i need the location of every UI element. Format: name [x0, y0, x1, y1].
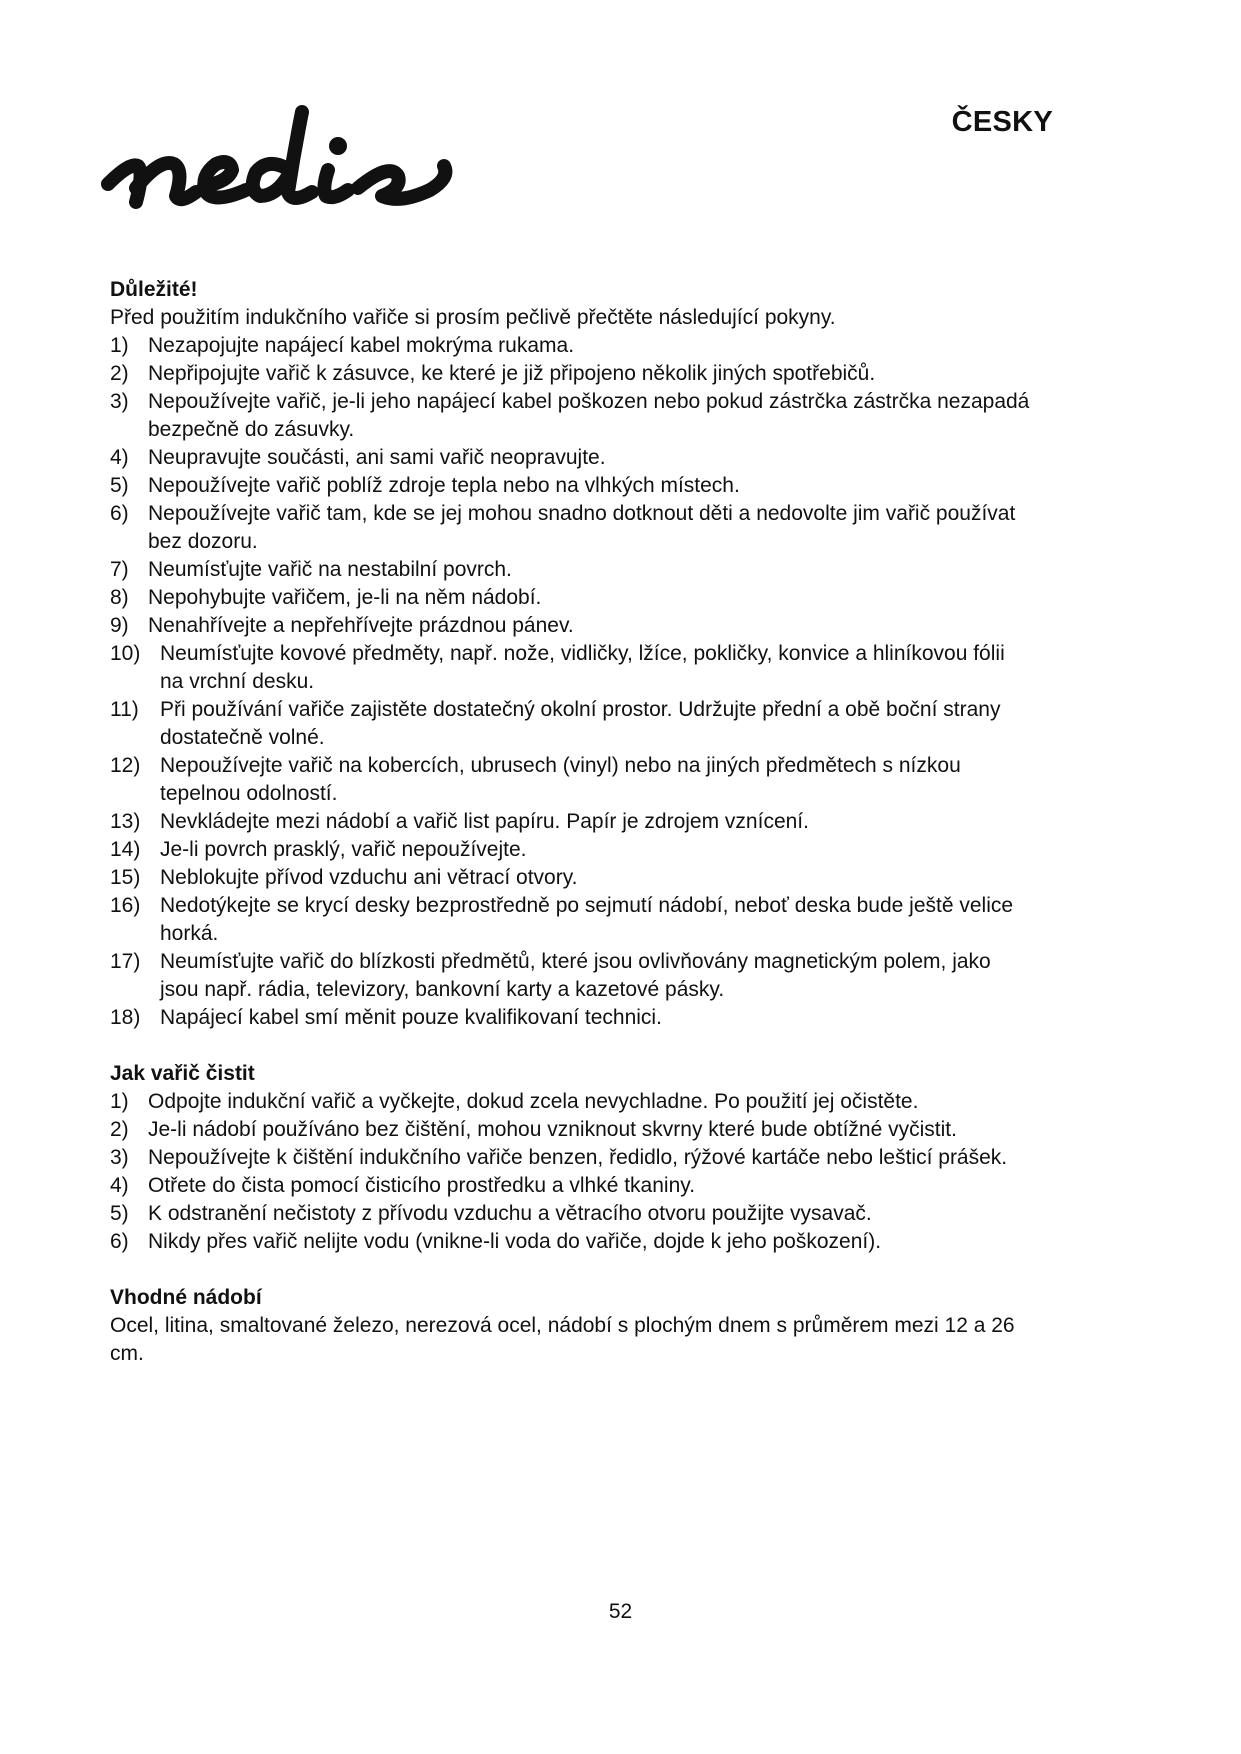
list-item — [110, 556, 1030, 584]
item-number: 15) — [110, 866, 141, 889]
section-spacer — [110, 1032, 1030, 1060]
item-text: Nepřipojujte vařič k zásuvce, ke které je již připojeno několik jiných spotřebičů. — [148, 362, 876, 385]
language-label: ČESKY — [951, 106, 1053, 138]
item-number: 4) — [110, 1174, 129, 1197]
item-text: Je-li povrch prasklý, vařič nepoužívejte. — [160, 838, 527, 861]
item-text: Neupravujte součásti, ani sami vařič neopravujte. — [148, 446, 606, 469]
cleaning-list — [110, 1088, 1030, 1256]
important-intro: Před použitím indukčního vařiče si prosím pečlivě přečtěte následující pokyny. — [110, 306, 836, 329]
item-text: Nepoužívejte vařič poblíž zdroje tepla nebo na vlhkých místech. — [148, 474, 740, 497]
item-number: 9) — [110, 614, 129, 637]
page-number: 52 — [608, 1600, 633, 1623]
item-number: 2) — [110, 362, 129, 385]
item-text: Při používání vařiče zajistěte dostatečný okolní prostor. Udržujte přední a obě boční strany dostatečně volné. — [160, 698, 1001, 749]
item-number: 17) — [110, 950, 141, 973]
item-text: Nepoužívejte vařič, je-li jeho napájecí kabel poškozen nebo pokud zástrčka zástrčka nezapadá bezpečně do zásuvky. — [148, 390, 1030, 441]
item-text: Napájecí kabel smí měnit pouze kvalifikovaní technici. — [160, 1006, 662, 1029]
nedis-logo — [100, 92, 480, 232]
list-item — [110, 388, 1030, 444]
list-item — [110, 752, 1030, 808]
list-item — [110, 892, 1030, 948]
item-text: Nikdy přes vařič nelijte vodu (vnikne-li voda do vařiče, dojde k jeho poškození). — [148, 1230, 882, 1253]
item-text: Neumísťujte vařič do blízkosti předmětů, které jsou ovlivňovány magnetickým polem, jako jsou např. rádia, televizory, bankovní karty a kazetové pásky. — [160, 950, 991, 1001]
item-text: Je-li nádobí používáno bez čištění, mohou vzniknout skvrny které bude obtížné vyčistit. — [148, 1118, 957, 1141]
item-number: 10) — [110, 642, 141, 665]
item-number: 5) — [110, 1202, 129, 1225]
item-number: 2) — [110, 1118, 129, 1141]
logo-dot — [329, 137, 347, 155]
item-text: Odpojte indukční vařič a vyčkejte, dokud zcela nevychladne. Po použití jej očistěte. — [148, 1090, 919, 1113]
item-number: 4) — [110, 446, 129, 469]
item-text: Nepoužívejte vařič tam, kde se jej mohou snadno dotknout děti a nedovolte jim vařič používat bez dozoru. — [148, 502, 1016, 553]
item-text: Nenahřívejte a nepřehřívejte prázdnou pánev. — [148, 614, 574, 637]
list-item — [110, 948, 1030, 1004]
list-item — [110, 332, 1030, 360]
list-item — [110, 836, 1030, 864]
item-text: Nevkládejte mezi nádobí a vařič list papíru. Papír je zdrojem vznícení. — [160, 810, 809, 833]
item-number: 8) — [110, 586, 129, 609]
list-item — [110, 808, 1030, 836]
item-text: Nepohybujte vařičem, je-li na něm nádobí. — [148, 586, 542, 609]
item-text: Neblokujte přívod vzduchu ani větrací otvory. — [160, 866, 578, 889]
list-item — [110, 360, 1030, 388]
list-item — [110, 444, 1030, 472]
list-item — [110, 472, 1030, 500]
list-item — [110, 1228, 1030, 1256]
item-number: 6) — [110, 502, 129, 525]
important-title: Důležité! — [110, 278, 198, 301]
document-body — [110, 276, 1030, 1368]
list-item — [110, 696, 1030, 752]
list-item — [110, 612, 1030, 640]
list-item — [110, 1004, 1030, 1032]
list-item — [110, 1088, 1030, 1116]
cleaning-title: Jak vařič čistit — [110, 1062, 255, 1085]
item-number: 13) — [110, 810, 141, 833]
item-text: K odstranění nečistoty z přívodu vzduchu a větracího otvoru použijte vysavač. — [148, 1202, 872, 1225]
item-number: 14) — [110, 838, 141, 861]
item-number: 3) — [110, 390, 129, 413]
list-item — [110, 584, 1030, 612]
item-number: 1) — [110, 334, 129, 357]
item-number: 1) — [110, 1090, 129, 1113]
section-spacer — [110, 1256, 1030, 1284]
item-text: Nepoužívejte vařič na kobercích, ubrusech (vinyl) nebo na jiných předmětech s nízkou tepelnou odolností. — [160, 754, 961, 805]
list-item — [110, 1172, 1030, 1200]
item-text: Nezapojujte napájecí kabel mokrýma rukama. — [148, 334, 575, 357]
item-text: Neumísťujte vařič na nestabilní povrch. — [148, 558, 512, 581]
cookware-text: Ocel, litina, smaltované železo, nerezová ocel, nádobí s plochým dnem s průměrem mezi 12 a 26 cm. — [110, 1314, 1015, 1365]
item-text: Nepoužívejte k čištění indukčního vařiče benzen, ředidlo, rýžové kartáče nebo lešticí prášek. — [148, 1146, 1008, 1169]
list-item — [110, 1200, 1030, 1228]
item-number: 7) — [110, 558, 129, 581]
important-list — [110, 332, 1030, 1032]
nedis-logo-mark — [100, 92, 480, 232]
list-item — [110, 864, 1030, 892]
item-number: 12) — [110, 754, 141, 777]
list-item — [110, 1144, 1030, 1172]
item-number: 5) — [110, 474, 129, 497]
item-number: 16) — [110, 894, 141, 917]
item-number: 11) — [110, 698, 139, 721]
item-number: 6) — [110, 1230, 129, 1253]
list-item — [110, 500, 1030, 556]
item-text: Otřete do čista pomocí čisticího prostředku a vlhké tkaniny. — [148, 1174, 696, 1197]
list-item — [110, 1116, 1030, 1144]
item-number: 3) — [110, 1146, 129, 1169]
list-item — [110, 640, 1030, 696]
cookware-title: Vhodné nádobí — [110, 1286, 262, 1309]
item-text: Nedotýkejte se krycí desky bezprostředně po sejmutí nádobí, neboť deska bude ještě velice horká. — [160, 894, 1014, 945]
item-number: 18) — [110, 1006, 141, 1029]
item-text: Neumísťujte kovové předměty, např. nože, vidličky, lžíce, pokličky, konvice a hliníkovou fólii na vrchní desku. — [160, 642, 1005, 693]
